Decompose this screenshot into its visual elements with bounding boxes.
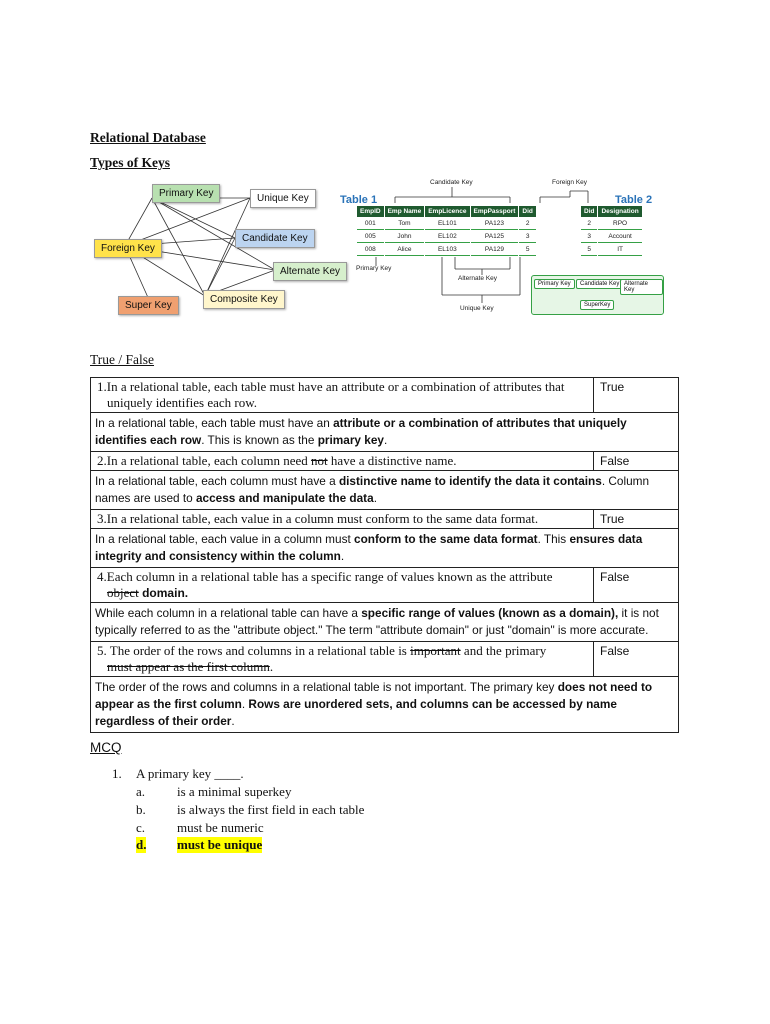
table-row [91, 529, 679, 568]
explanation-text: . This [537, 532, 570, 546]
table-cell: IT [598, 244, 641, 256]
explanation-cell [91, 413, 679, 452]
table-cell: EL101 [425, 218, 469, 230]
question-text: domain. [138, 586, 189, 600]
table-cell: 5 [519, 244, 535, 256]
table-row [357, 244, 536, 256]
table-cell: 3 [581, 231, 597, 243]
question-text: uniquely identifies each row. [107, 395, 258, 410]
question-text: and the primary [460, 643, 547, 658]
explanation-bold: primary key [317, 433, 384, 447]
explanation-bold: distinctive name to identify the data it contains [338, 474, 602, 488]
struck-text: must appear as the first column [107, 659, 270, 674]
answer-cell: False [594, 452, 679, 471]
table-cell: Alice [385, 244, 425, 256]
table-row [581, 244, 642, 256]
table-row [91, 603, 679, 642]
question-cell [91, 568, 594, 603]
answer-cell: False [594, 642, 679, 677]
explanation-bold: attribute or a combination of attributes that uniquely identifies each row [95, 416, 627, 447]
table-cell: 008 [357, 244, 384, 256]
table1-header: EmpPassport [471, 206, 519, 217]
explanation-bold: conform to the same data format [354, 532, 538, 546]
table-row [357, 218, 536, 230]
table-cell: Account [598, 231, 641, 243]
table-row [91, 452, 679, 471]
table-cell: PA129 [471, 244, 519, 256]
table1-header: EmpLicence [425, 206, 469, 217]
table-cell: PA123 [471, 218, 519, 230]
table-row [91, 642, 679, 677]
table-cell: 005 [357, 231, 384, 243]
table-row [91, 471, 679, 510]
table2-header: Did [581, 206, 597, 217]
table-cell: EL103 [425, 244, 469, 256]
option-letter-correct: d. [136, 837, 147, 852]
primary-key-node: Primary Key [152, 184, 220, 203]
question-cell [91, 642, 594, 677]
option-letter: a. [136, 784, 146, 799]
table-row [91, 413, 679, 452]
struck-text: important [410, 643, 461, 658]
table2-header: Designation [598, 206, 641, 217]
true-false-table [90, 377, 679, 733]
super-key-node: Super Key [118, 296, 179, 315]
candidate-key-label: Candidate Key [430, 179, 473, 186]
table-row [91, 677, 679, 733]
table-cell: 2 [581, 218, 597, 230]
explanation-text: . [231, 714, 235, 728]
table-cell: PA125 [471, 231, 519, 243]
table-cell: John [385, 231, 425, 243]
explanation-text: While each column in a relational table can have a [95, 606, 362, 620]
table-cell: 3 [519, 231, 535, 243]
explanation-text: In a relational table, each column must have a [95, 474, 339, 488]
option-text-correct: must be unique [177, 837, 263, 852]
question-text: have a distinctive name. [327, 453, 457, 468]
table-cell: Tom [385, 218, 425, 230]
option-letter: b. [136, 802, 146, 817]
table-row [581, 231, 642, 243]
table-row [357, 231, 536, 243]
option-text: must be numeric [177, 820, 264, 835]
answer-cell: True [594, 510, 679, 529]
candidate-key-node: Candidate Key [235, 229, 315, 248]
explanation-text: . [340, 549, 345, 563]
foreign-key-label: Foreign Key [552, 179, 588, 186]
question-cell [91, 378, 594, 413]
explanation-text: In a relational table, each value in a column must [95, 532, 355, 546]
question-text: 2.In a relational table, each column need [97, 453, 312, 468]
table-cell: RPO [598, 218, 641, 230]
superkey-item: Primary Key [534, 279, 575, 289]
struck-text: object [107, 585, 139, 600]
table-row [581, 218, 642, 230]
table-row [91, 378, 679, 413]
superkey-label: SuperKey [580, 300, 614, 310]
table1-header: Emp Name [385, 206, 425, 217]
key-concept-map [90, 178, 340, 318]
question-text: 5. The order of the rows and columns in a relational table is [97, 643, 411, 658]
superkey-item: Alternate Key [620, 279, 663, 295]
explanation-cell [91, 529, 679, 568]
table-row [91, 568, 679, 603]
question-text: . [269, 659, 274, 674]
mcq-question-number: 1. [112, 766, 122, 781]
explanation-cell [91, 471, 679, 510]
answer-cell: True [594, 378, 679, 413]
primary-key-label: Primary Key [356, 265, 392, 272]
explanation-text: . This is known as the [201, 433, 318, 447]
table-row [91, 510, 679, 529]
explanation-text: The order of the rows and columns in a relational table is not important. The primary key [95, 680, 558, 694]
composite-key-node: Composite Key [203, 290, 285, 309]
explanation-text: . Column names are used to [95, 474, 650, 505]
table2-caption: Table 2 [615, 194, 653, 206]
option-text: is a minimal superkey [177, 784, 292, 799]
mcq-heading: MCQ [90, 740, 122, 755]
explanation-bold: access and manipulate the data [196, 491, 374, 505]
explanation-text: . [373, 491, 377, 505]
section-heading-types-of-keys: Types of Keys [90, 155, 170, 170]
document-title: Relational Database [90, 130, 206, 145]
true-false-heading: True / False [90, 352, 155, 367]
explanation-text: . [383, 433, 388, 447]
mcq-question: A primary key ____. [136, 766, 244, 781]
unique-key-label: Unique Key [460, 305, 494, 312]
table1-header: Did [519, 206, 535, 217]
alternate-key-node: Alternate Key [273, 262, 347, 281]
explanation-text: it is not typically referred to as the "attribute object." The term "attribute domain" or just "domain" is more accurate. [95, 606, 659, 637]
table-cell: 2 [519, 218, 535, 230]
superkey-box [531, 275, 664, 315]
tables-keys-diagram [340, 175, 670, 320]
question-text: 1.In a relational table, each table must have an attribute or a combination of attributes that [97, 379, 565, 394]
table1-caption: Table 1 [340, 194, 378, 206]
superkey-item: Candidate Key [576, 279, 623, 289]
table-cell: EL102 [425, 231, 469, 243]
unique-key-node: Unique Key [250, 189, 316, 208]
table-cell: 001 [357, 218, 384, 230]
option-text: is always the first field in each table [177, 802, 365, 817]
question-text: 4.Each column in a relational table has a specific range of values known as the attribute [97, 569, 553, 584]
explanation-cell [91, 603, 679, 642]
explanation-bold: does not need to appear as the first column [95, 680, 653, 711]
explanation-bold: ensures data integrity and consistency within the column [95, 532, 643, 563]
table-cell: 5 [581, 244, 597, 256]
explanation-text: In a relational table, each table must have an [95, 416, 334, 430]
question-cell [91, 452, 594, 471]
table1-grid [356, 205, 537, 257]
table2-grid [580, 205, 643, 257]
alternate-key-label: Alternate Key [458, 275, 498, 282]
answer-cell: False [594, 568, 679, 603]
table1-header: EmpID [357, 206, 384, 217]
foreign-key-node: Foreign Key [94, 239, 162, 258]
explanation-bold: Rows are unordered sets, and columns can be accessed by name regardless of their order [95, 697, 617, 728]
explanation-bold: specific range of values (known as a domain), [361, 606, 619, 620]
explanation-text: . [241, 697, 249, 711]
struck-text: not [311, 453, 328, 468]
explanation-cell [91, 677, 679, 733]
option-letter: c. [136, 820, 146, 835]
question-cell: 3.In a relational table, each value in a column must conform to the same data format. [91, 510, 594, 529]
